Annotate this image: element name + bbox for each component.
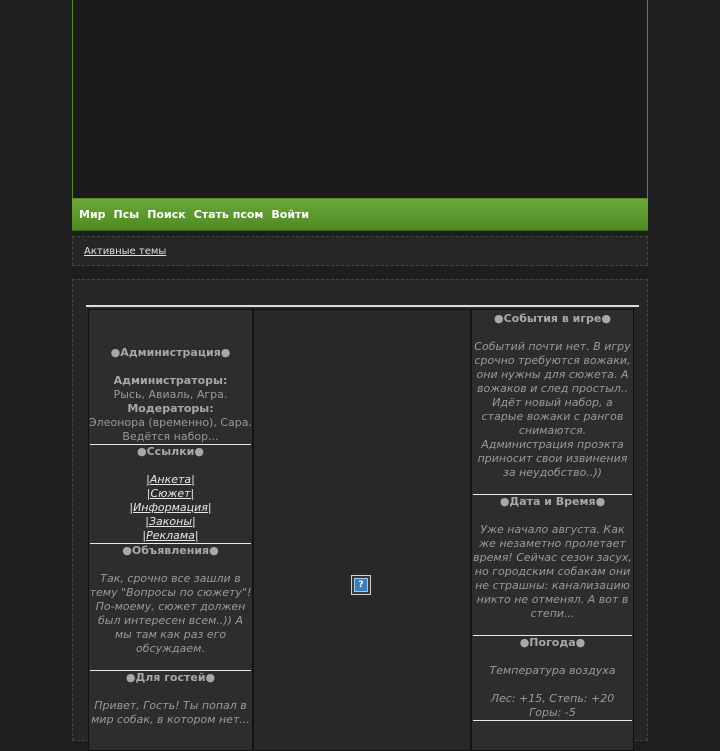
center-column xyxy=(253,309,471,751)
divider xyxy=(86,305,639,307)
link-plot[interactable]: |Сюжет| xyxy=(146,487,195,500)
weather-text: Температура воздуха xyxy=(489,664,616,677)
admin-header: ●Администрация● xyxy=(110,346,231,359)
link-anketa[interactable]: |Анкета| xyxy=(146,473,195,486)
link-info[interactable]: |Информация| xyxy=(129,501,212,514)
admins-list: Рысь, Авиаль, Агра. xyxy=(113,388,228,401)
active-topics-link[interactable]: Активные темы xyxy=(84,246,167,257)
left-sidebar xyxy=(88,309,253,751)
mods-label: Модераторы: xyxy=(127,402,214,415)
nav-dogs[interactable]: Псы xyxy=(113,208,140,221)
links-header: ●Ссылки● xyxy=(137,445,204,458)
datetime-header: ●Дата и Время● xyxy=(499,495,606,508)
main-navbar xyxy=(72,199,648,231)
weather-values: Лес: +15, Степь: +20 xyxy=(490,692,615,705)
right-sidebar xyxy=(471,309,634,751)
broken-image-icon: ? xyxy=(351,575,371,595)
nav-world[interactable]: Мир xyxy=(79,208,106,221)
nav-login[interactable]: Войти xyxy=(271,208,310,221)
events-text: Событий почти нет. В игру срочно требуются вожаки, они нужны для сюжета. А вожаков и след простыл.. Идёт новый набор, а старые вожаки с рангов снимаются. Администрация проэкта приносит свои извинения за неудобство..)) xyxy=(474,340,631,479)
nav-become-dog[interactable]: Стать псом xyxy=(193,208,264,221)
divider xyxy=(473,720,632,721)
nav-search[interactable]: Поиск xyxy=(147,208,186,221)
announcements-header: ●Объявления● xyxy=(122,544,219,557)
announcements-text: Так, срочно все зашли в тему "Вопросы по сюжету"! По-моему, сюжет должен был интересен всем..)) А мы там как раз его обсуждаем. xyxy=(89,572,252,655)
main-content xyxy=(72,279,648,741)
events-header: ●События в игре● xyxy=(493,312,611,325)
link-rules[interactable]: |Законы| xyxy=(145,515,196,528)
weather-header: ●Погода● xyxy=(519,636,586,649)
link-ads[interactable]: |Реклама| xyxy=(142,529,199,542)
header-banner xyxy=(72,0,648,199)
datetime-text: Уже начало августа. Как же незаметно пролетает время! Сейчас сезон засух, но городским собакам они не страшны: канализацию никто не отменял. А вот в степи... xyxy=(473,523,632,620)
guests-header: ●Для гостей● xyxy=(125,671,216,684)
admins-label: Администраторы: xyxy=(113,374,228,387)
breadcrumb xyxy=(72,236,648,266)
guests-text: Привет, Гость! Ты попал в мир собак, в котором нет... xyxy=(91,699,250,726)
mods-list: Элеонора (временно), Сара. Ведётся набор... xyxy=(89,416,252,443)
weather-values-mountains: Горы: -5 xyxy=(529,706,576,719)
